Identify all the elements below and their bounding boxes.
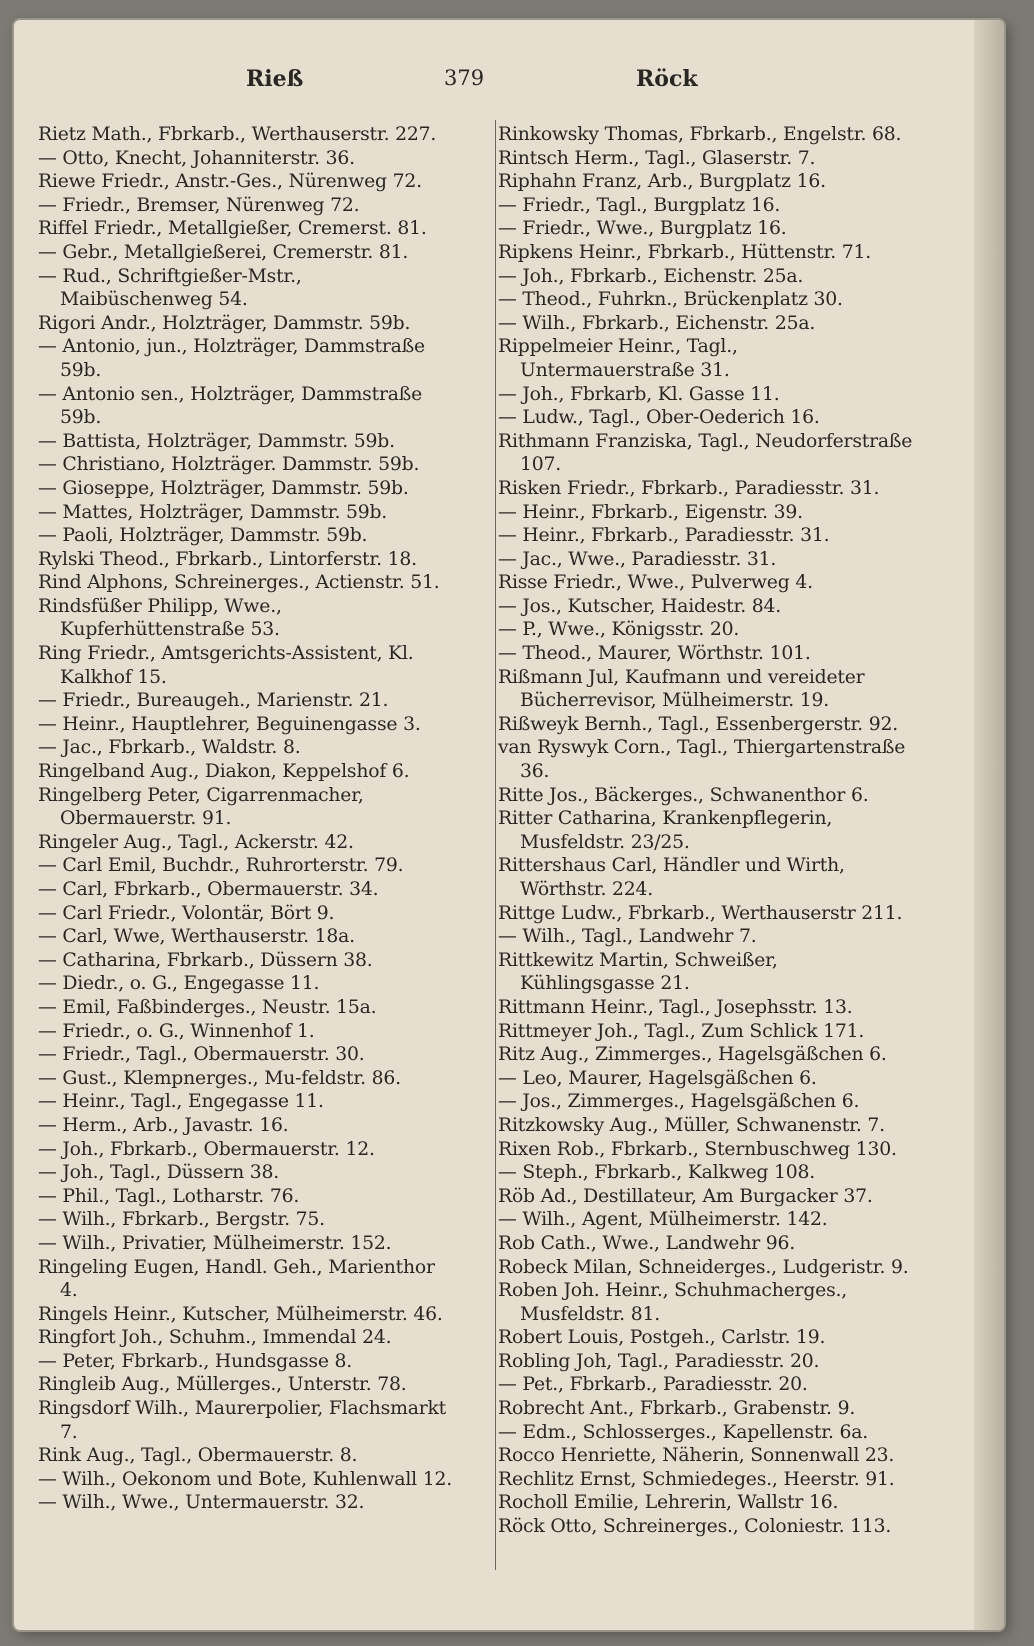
directory-entry: Röb Ad., Destillateur, Am Burgacker 37. <box>498 1185 873 1207</box>
directory-entry: — Wilh., Wwe., Untermauerstr. 32. <box>38 1492 365 1514</box>
directory-entry: Roben Joh. Heinr., Schuhmacherges., Musfeldstr. 81. <box>498 1280 848 1325</box>
directory-entry: Ringfort Joh., Schuhm., Immendal 24. <box>38 1327 392 1349</box>
directory-entry: — Christiano, Holzträger. Dammstr. 59b. <box>38 454 420 476</box>
directory-entry: Rittge Ludw., Fbrkarb., Werthauserstr 211. <box>498 902 903 924</box>
directory-entry: Rind Alphons, Schreinerges., Actienstr. 51. <box>38 572 440 594</box>
directory-entry: — Gust., Klempnerges., Mu-feldstr. 86. <box>38 1067 401 1089</box>
directory-entry: — Heinr., Fbrkarb., Paradiesstr. 31. <box>498 525 830 547</box>
directory-entry: — Heinr., Hauptlehrer, Beguinengasse 3. <box>38 713 421 735</box>
directory-entry: van Ryswyk Corn., Tagl., Thiergartenstraße 36. <box>498 737 906 783</box>
directory-entry: Rittershaus Carl, Händler und Wirth, Wörthstr. 224. <box>498 855 845 900</box>
directory-entry: Riewe Friedr., Anstr.-Ges., Nürenweg 72. <box>38 171 422 193</box>
directory-entry: — Wilh., Fbrkarb., Bergstr. 75. <box>38 1209 325 1231</box>
directory-entry: Ringeler Aug., Tagl., Ackerstr. 42. <box>38 831 354 853</box>
directory-entry: — Wilh., Oekonom und Bote, Kuhlenwall 12. <box>38 1468 452 1490</box>
directory-entry: — Pet., Fbrkarb., Paradiesstr. 20. <box>498 1374 808 1396</box>
directory-page <box>14 20 1004 1630</box>
directory-entry: Rylski Theod., Fbrkarb., Lintorferstr. 18. <box>38 548 417 570</box>
column-divider <box>495 120 496 1570</box>
directory-entry: Rißweyk Bernh., Tagl., Essenbergerstr. 92. <box>498 713 898 735</box>
directory-entry: Rittkewitz Martin, Schweißer, Kühlingsgasse 21. <box>498 949 778 995</box>
directory-entry: — Jos., Zimmerges., Hagelsgäßchen 6. <box>498 1091 860 1113</box>
directory-entry: — Friedr., Tagl., Obermauerstr. 30. <box>38 1044 365 1066</box>
directory-entry: — Mattes, Holzträger, Dammstr. 59b. <box>38 501 388 523</box>
directory-entry: Ritter Catharina, Krankenpflegerin, Musfeldstr. 23/25. <box>498 808 833 853</box>
directory-entry: — Wilh., Agent, Mülheimerstr. 142. <box>498 1209 828 1231</box>
directory-entry: — Theod., Fuhrkn., Brückenplatz 30. <box>498 289 843 311</box>
directory-entry: — Peter, Fbrkarb., Hundsgasse 8. <box>38 1350 353 1372</box>
directory-entry: — Gioseppe, Holzträger, Dammstr. 59b. <box>38 477 409 499</box>
directory-entry: — Heinr., Tagl., Engegasse 11. <box>38 1091 324 1113</box>
directory-entry: — Wilh., Privatier, Mülheimerstr. 152. <box>38 1232 392 1254</box>
directory-entry: Rocco Henriette, Näherin, Sonnenwall 23. <box>498 1445 895 1467</box>
directory-entry: — Friedr., Bremser, Nürenweg 72. <box>38 194 360 216</box>
directory-entry: Rigori Andr., Holzträger, Dammstr. 59b. <box>38 312 411 334</box>
directory-entry: — Theod., Maurer, Wörthstr. 101. <box>498 643 811 665</box>
directory-entry: Robrecht Ant., Fbrkarb., Grabenstr. 9. <box>498 1398 856 1420</box>
directory-entry: — Friedr., Bureaugeh., Marienstr. 21. <box>38 690 389 712</box>
directory-entry: Ringleib Aug., Müllerges., Unterstr. 78. <box>38 1374 407 1396</box>
directory-entry: — Wilh., Tagl., Landwehr 7. <box>498 926 757 948</box>
directory-entry: — Otto, Knecht, Johanniterstr. 36. <box>38 147 355 169</box>
header-right-keyword: Röck <box>636 66 698 92</box>
directory-entry: Rittmeyer Joh., Tagl., Zum Schlick 171. <box>498 1020 865 1042</box>
directory-entry: Ripkens Heinr., Fbrkarb., Hüttenstr. 71. <box>498 241 871 263</box>
directory-entry: Ringelband Aug., Diakon, Keppelshof 6. <box>38 761 410 783</box>
directory-entry: — Joh., Fbrkarb., Obermauerstr. 12. <box>38 1138 375 1160</box>
directory-entry: — P., Wwe., Königsstr. 20. <box>498 619 740 641</box>
directory-entry: — Emil, Faßbinderges., Neustr. 15a. <box>38 996 377 1018</box>
left-column <box>38 123 456 1515</box>
directory-entry: — Steph., Fbrkarb., Kalkweg 108. <box>498 1162 816 1184</box>
directory-entry: Robling Joh, Tagl., Paradiesstr. 20. <box>498 1350 820 1372</box>
directory-entry: Rintsch Herm., Tagl., Glaserstr. 7. <box>498 147 816 169</box>
directory-entry: Rinkowsky Thomas, Fbrkarb., Engelstr. 68. <box>498 124 902 145</box>
directory-entry: Risken Friedr., Fbrkarb., Paradiesstr. 31. <box>498 477 880 499</box>
directory-entry: Ritz Aug., Zimmerges., Hagelsgäßchen 6. <box>498 1044 887 1066</box>
directory-entry: Rob Cath., Wwe., Landwehr 96. <box>498 1232 796 1254</box>
directory-entry: — Antonio sen., Holzträger, Dammstraße 59b. <box>38 383 422 429</box>
directory-entry: — Friedr., o. G., Winnenhof 1. <box>38 1020 315 1042</box>
directory-entry: — Heinr., Fbrkarb., Eigenstr. 39. <box>498 501 803 523</box>
directory-entry: Ringsdorf Wilh., Maurerpolier, Flachsmarkt 7. <box>38 1398 447 1443</box>
book-binding-edge <box>974 20 1004 1630</box>
directory-entry: — Carl Friedr., Volontär, Bört 9. <box>38 902 335 924</box>
running-header <box>14 66 1004 106</box>
header-left-keyword: Rieß <box>246 66 304 92</box>
directory-entry: — Diedr., o. G., Engegasse 11. <box>38 973 320 995</box>
directory-entry: Rithmann Franziska, Tagl., Neudorferstraße 107. <box>498 430 913 476</box>
directory-entry: — Joh., Fbrkarb., Eichenstr. 25a. <box>498 265 804 287</box>
directory-entry: Rink Aug., Tagl., Obermauerstr. 8. <box>38 1445 358 1467</box>
directory-entry: — Herm., Arb., Javastr. 16. <box>38 1114 289 1136</box>
directory-entry: Rißmann Jul, Kaufmann und vereideter Bücherrevisor, Mülheimerstr. 19. <box>498 666 865 712</box>
directory-entry: Ritzkowsky Aug., Müller, Schwanenstr. 7. <box>498 1114 885 1136</box>
directory-entry: Rocholl Emilie, Lehrerin, Wallstr 16. <box>498 1492 839 1514</box>
page-number: 379 <box>444 66 485 90</box>
directory-entry: Riffel Friedr., Metallgießer, Cremerst. 81. <box>38 218 427 240</box>
directory-entry: — Jac., Wwe., Paradiesstr. 31. <box>498 548 777 570</box>
directory-entry: — Carl, Wwe, Werthauserstr. 18a. <box>38 926 355 948</box>
directory-entry: Rittmann Heinr., Tagl., Josephsstr. 13. <box>498 996 853 1018</box>
directory-entry: — Friedr., Wwe., Burgplatz 16. <box>498 218 787 240</box>
directory-entry: Rindsfüßer Philipp, Wwe., Kupferhüttenstraße 53. <box>38 595 282 641</box>
directory-entry: — Phil., Tagl., Lotharstr. 76. <box>38 1185 300 1207</box>
right-column <box>498 123 916 1539</box>
directory-entry: — Joh., Fbrkarb, Kl. Gasse 11. <box>498 383 780 405</box>
directory-entry: Rechlitz Ernst, Schmiedeges., Heerstr. 91. <box>498 1468 895 1490</box>
directory-entry: — Gebr., Metallgießerei, Cremerstr. 81. <box>38 241 409 263</box>
directory-entry: — Rud., Schriftgießer-Mstr., Maibüschenweg 54. <box>38 265 302 311</box>
directory-entry: — Leo, Maurer, Hagelsgäßchen 6. <box>498 1067 817 1089</box>
directory-entry: — Friedr., Tagl., Burgplatz 16. <box>498 194 781 216</box>
directory-entry: — Ludw., Tagl., Ober-Oederich 16. <box>498 407 820 429</box>
directory-entry: — Catharina, Fbrkarb., Düssern 38. <box>38 949 373 971</box>
directory-entry: Risse Friedr., Wwe., Pulverweg 4. <box>498 572 813 594</box>
directory-entry: — Joh., Tagl., Düssern 38. <box>38 1162 280 1184</box>
directory-entry: — Jos., Kutscher, Haidestr. 84. <box>498 595 782 617</box>
directory-entry: — Carl Emil, Buchdr., Ruhrorterstr. 79. <box>38 855 404 877</box>
directory-entry: Rixen Rob., Fbrkarb., Sternbuschweg 130. <box>498 1138 897 1160</box>
directory-entry: Ritte Jos., Bäckerges., Schwanenthor 6. <box>498 784 869 806</box>
directory-entry: — Jac., Fbrkarb., Waldstr. 8. <box>38 737 301 759</box>
directory-entry: Röck Otto, Schreinerges., Coloniestr. 113. <box>498 1516 892 1538</box>
directory-entry: — Battista, Holzträger, Dammstr. 59b. <box>38 430 395 452</box>
directory-entry: Riphahn Franz, Arb., Burgplatz 16. <box>498 171 826 193</box>
directory-entry: Ring Friedr., Amtsgerichts-Assistent, Kl. Kalkhof 15. <box>38 643 414 688</box>
directory-entry: Robeck Milan, Schneiderges., Ludgeristr. 9. <box>498 1256 909 1278</box>
directory-entry: — Paoli, Holzträger, Dammstr. 59b. <box>38 525 368 547</box>
directory-entry: Rietz Math., Fbrkarb., Werthauserstr. 227. <box>38 124 437 145</box>
directory-entry: — Edm., Schlosserges., Kapellenstr. 6a. <box>498 1421 868 1443</box>
directory-entry: Ringelberg Peter, Cigarrenmacher, Obermauerstr. 91. <box>38 784 364 830</box>
directory-entry: — Carl, Fbrkarb., Obermauerstr. 34. <box>38 879 379 900</box>
directory-entry: — Antonio, jun., Holzträger, Dammstraße 59b. <box>38 336 425 381</box>
directory-entry: Ringeling Eugen, Handl. Geh., Marienthor 4. <box>38 1256 435 1302</box>
directory-entry: Rippelmeier Heinr., Tagl., Untermauerstraße 31. <box>498 336 738 381</box>
directory-entry: Robert Louis, Postgeh., Carlstr. 19. <box>498 1327 826 1349</box>
directory-entry: — Wilh., Fbrkarb., Eichenstr. 25a. <box>498 312 816 334</box>
directory-entry: Ringels Heinr., Kutscher, Mülheimerstr. 46. <box>38 1303 443 1325</box>
